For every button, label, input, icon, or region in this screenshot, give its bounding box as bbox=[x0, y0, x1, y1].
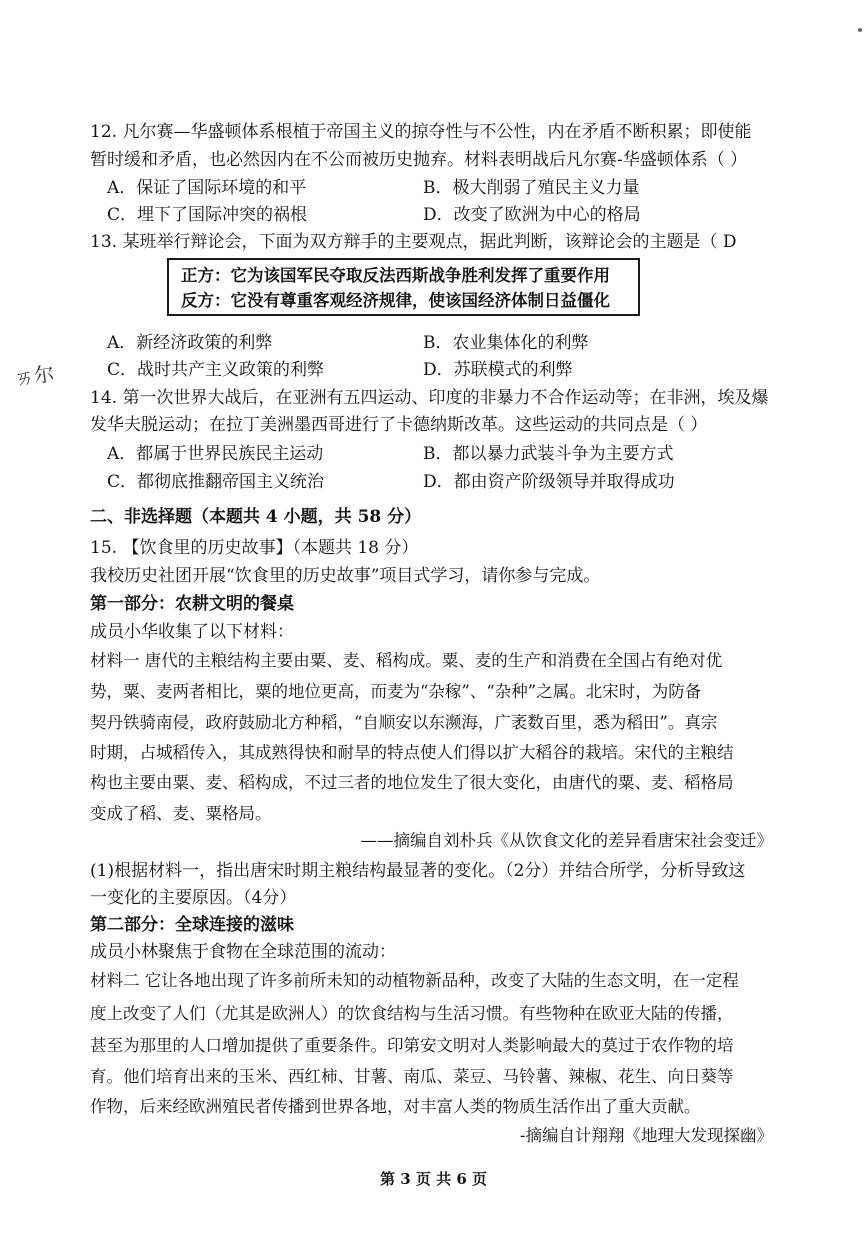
page-footer: 第 3 页 共 6 页 bbox=[380, 1170, 487, 1188]
q15-sub1-line2: 一变化的主要原因。（4分） bbox=[90, 888, 297, 908]
material2-line: 材料二 它让各地出现了许多前所未知的动植物新品种，改变了大陆的生态文明，在一定程 bbox=[90, 971, 739, 990]
q14-option-c: C．都彻底推翻帝国主义统治 bbox=[107, 472, 325, 492]
section2-heading: 二、非选择题（本题共 4 小题，共 58 分） bbox=[90, 507, 422, 527]
q12-option-d: D．改变了欧洲为中心的格局 bbox=[423, 205, 641, 225]
q14-stem-line2: 发华夫脱运动；在拉丁美洲墨西哥进行了卡德纳斯改革。这些运动的共同点是（ ） bbox=[90, 415, 708, 435]
q15-part2-title: 第二部分：全球连接的滋味 bbox=[90, 915, 294, 935]
q13-debate-box bbox=[167, 258, 640, 316]
material2-source: -摘编自计翔翔《地理大发现探幽》 bbox=[519, 1126, 773, 1145]
material1-line: 材料一 唐代的主粮结构主要由粟、麦、稻构成。粟、麦的生产和消费在全国占有绝对优 bbox=[90, 651, 723, 670]
q12-option-a: A．保证了国际环境的和平 bbox=[107, 178, 307, 198]
q13-con-statement: 反方：它没有尊重客观经济规律，使该国经济体制日益僵化 bbox=[181, 291, 610, 310]
q13-option-b: B．农业集体化的利弊 bbox=[423, 333, 589, 353]
material1-line: 时期，占城稻传入，其成熟得快和耐旱的特点使人们得以扩大稻谷的栽培。宋代的主粮结 bbox=[90, 743, 734, 762]
material2-line: 育。他们培育出来的玉米、西红柿、甘薯、南瓜、菜豆、马铃薯、辣椒、花生、向日葵等 bbox=[90, 1067, 734, 1086]
q15-sub1-line1: (1)根据材料一，指出唐宋时期主粮结构最显著的变化。（2分）并结合所学，分析导致这 bbox=[90, 861, 746, 881]
q15-part2-lead: 成员小林聚焦于食物在全球范围的流动： bbox=[90, 942, 396, 962]
material1-line: 构也主要由粟、麦、稻构成，不过三者的地位发生了很大变化，由唐代的粟、麦、稻格局 bbox=[90, 773, 734, 792]
q13-option-a: A．新经济政策的利弊 bbox=[107, 333, 273, 353]
material1-source: ——摘编自刘朴兵《从饮食文化的差异看唐宋社会变迁》 bbox=[360, 831, 773, 850]
handwritten-margin-note: ㄞ尔 bbox=[12, 361, 56, 391]
material2-line: 甚至为那里的人口增加提供了重要条件。印第安文明对人类影响最大的莫过于农作物的培 bbox=[90, 1036, 734, 1055]
scan-speck bbox=[858, 28, 862, 32]
q12-stem-line2: 暂时缓和矛盾，也必然因内在不公而被历史抛弃。材料表明战后凡尔赛-华盛顿体系（ ） bbox=[90, 150, 748, 170]
q14-option-b: B．都以暴力武装斗争为主要方式 bbox=[423, 444, 674, 464]
q14-option-a: A．都属于世界民族民主运动 bbox=[107, 444, 324, 464]
material1-line: 势，粟、麦两者相比，粟的地位更高，而麦为“杂稼”、“杂种”之属。北宋时，为防备 bbox=[90, 682, 702, 701]
q13-stem: 13. 某班举行辩论会，下面为双方辩手的主要观点，据此判断，该辩论会的主题是（ D bbox=[90, 232, 737, 252]
q13-option-c: C．战时共产主义政策的利弊 bbox=[107, 360, 325, 380]
q13-option-d: D．苏联模式的利弊 bbox=[423, 360, 573, 380]
material1-line: 契丹铁骑南侵，政府鼓励北方种稻，“自顺安以东濒海，广袤数百里，悉为稻田”。真宗 bbox=[90, 713, 718, 732]
q15-intro: 我校历史社团开展“饮食里的历史故事”项目式学习，请你参与完成。 bbox=[90, 566, 601, 586]
q12-option-c: C．埋下了国际冲突的祸根 bbox=[107, 205, 308, 225]
material2-line: 作物，后来经欧洲殖民者传播到世界各地，对丰富人类的物质生活作出了重大贡献。 bbox=[90, 1097, 701, 1116]
q13-pro-statement: 正方：它为该国军民夺取反法西斯战争胜利发挥了重要作用 bbox=[181, 266, 610, 285]
q15-title: 15. 【饮食里的历史故事】（本题共 18 分） bbox=[90, 538, 419, 558]
q14-option-d: D．都由资产阶级领导并取得成功 bbox=[423, 472, 675, 492]
q15-part1-title: 第一部分：农耕文明的餐桌 bbox=[90, 594, 294, 614]
material2-line: 度上改变了人们（尤其是欧洲人）的饮食结构与生活习惯。有些物种在欧亚大陆的传播， bbox=[90, 1004, 734, 1023]
q14-stem-line1: 14. 第一次世界大战后，在亚洲有五四运动、印度的非暴力不合作运动等；在非洲，埃及爆 bbox=[90, 388, 769, 408]
q12-option-b: B．极大削弱了殖民主义力量 bbox=[423, 178, 640, 198]
q12-stem-line1: 12. 凡尔赛—华盛顿体系根植于帝国主义的掠夺性与不公性，内在矛盾不断积累；即使能 bbox=[90, 122, 752, 142]
material1-line: 变成了稻、麦、粟格局。 bbox=[90, 804, 272, 823]
q15-part1-lead: 成员小华收集了以下材料： bbox=[90, 622, 294, 642]
